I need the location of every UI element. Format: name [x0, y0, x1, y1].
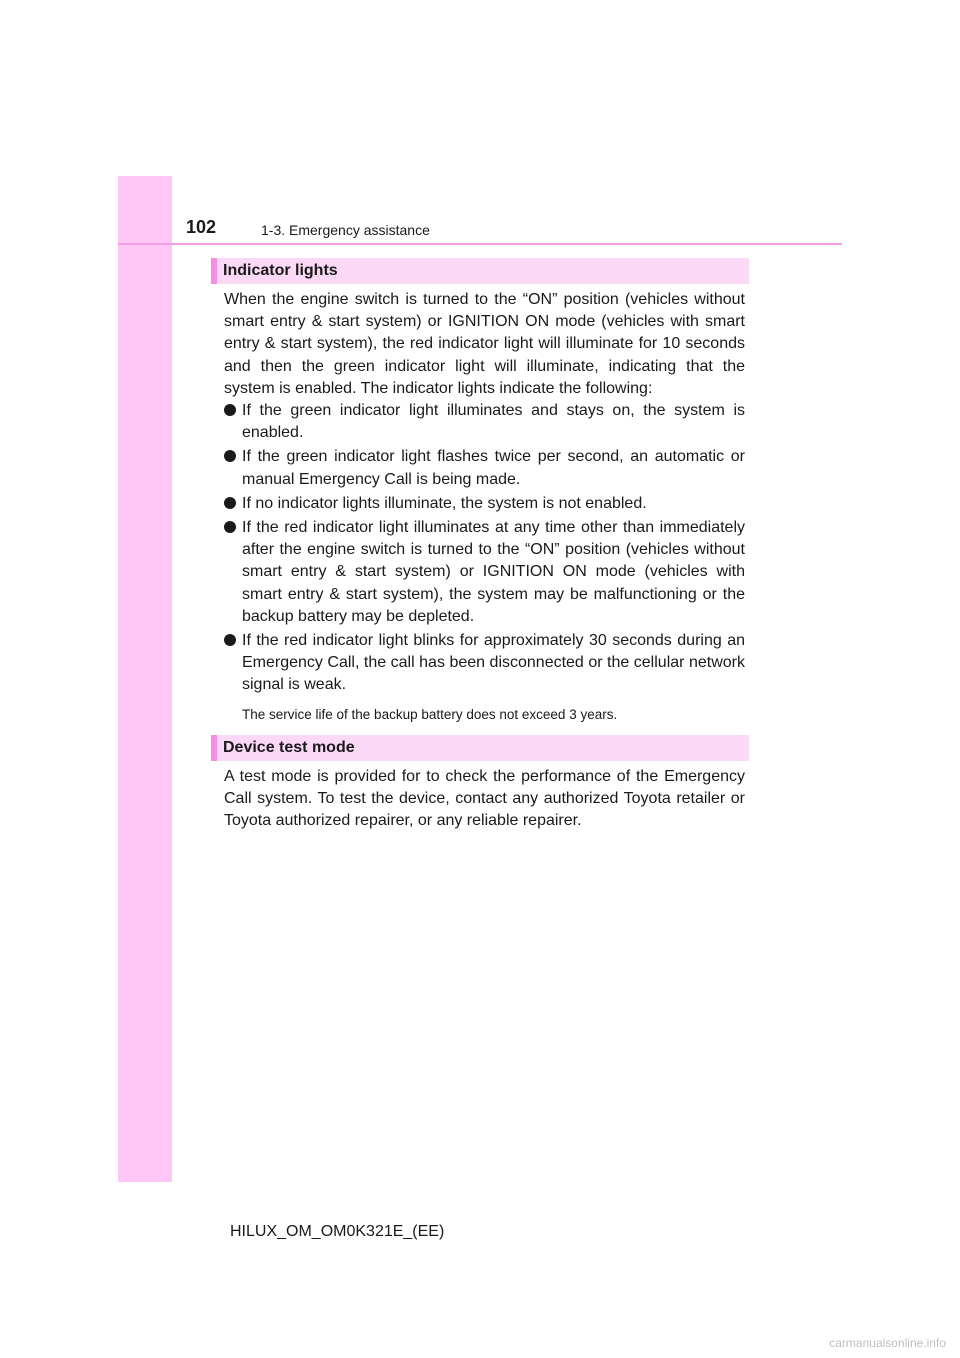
bullet-icon [224, 450, 236, 462]
header-rule [118, 243, 842, 245]
list-item [224, 493, 745, 515]
bullet-text: If the red indicator light blinks for approximately 30 seconds during an Emergency Call, the call has been disconnected or the cellular network signal is weak. [242, 632, 745, 694]
bullet-text: If no indicator lights illuminate, the system is not enabled. [242, 494, 647, 512]
bullet-icon [224, 404, 236, 416]
bullet-icon [224, 634, 236, 646]
heading-indicator-lights: Indicator lights [211, 258, 749, 284]
bullet-text: If the red indicator light illuminates at any time other than immediately after the engine switch is turned to the “ON” position (vehicles without smart entry & start system) or IGNITION ON mode (vehicles with smart entry & start system), the system may be malfunctioning or the backup battery may be depleted. [242, 519, 745, 625]
list-item [224, 630, 745, 697]
battery-note: The service life of the backup battery does not exceed 3 years. [242, 707, 618, 722]
bullet-text: If the green indicator light flashes twice per second, an automatic or manual Emergency Call is being made. [242, 448, 745, 488]
test-mode-paragraph: A test mode is provided for to check the performance of the Emergency Call system. To test the device, contact any authorized Toyota retailer or Toyota authorized repairer, or any reliable repairer. [224, 768, 745, 830]
intro-paragraph: When the engine switch is turned to the “ON” position (vehicles without smart entry & start system) or IGNITION ON mode (vehicles with smart entry & start system), the red indicator light will illuminate for 10 seconds and then the green indicator light will illuminate, indicating that the system is enabled. The indicator lights indicate the following: [224, 291, 745, 397]
indicator-bullet-list [224, 400, 745, 699]
watermark: carmanualsonline.info [829, 1336, 946, 1350]
list-item [224, 400, 745, 444]
section-path: 1-3. Emergency assistance [261, 222, 430, 238]
list-item [224, 517, 745, 628]
list-item [224, 446, 745, 490]
page-number: 102 [186, 217, 217, 237]
bullet-text: If the green indicator light illuminates and stays on, the system is enabled. [242, 402, 745, 442]
bullet-icon [224, 497, 236, 509]
heading-device-test-mode: Device test mode [211, 735, 749, 761]
side-tab-strip [118, 176, 172, 1182]
bullet-icon [224, 521, 236, 533]
document-code: HILUX_OM_OM0K321E_(EE) [230, 1223, 445, 1240]
